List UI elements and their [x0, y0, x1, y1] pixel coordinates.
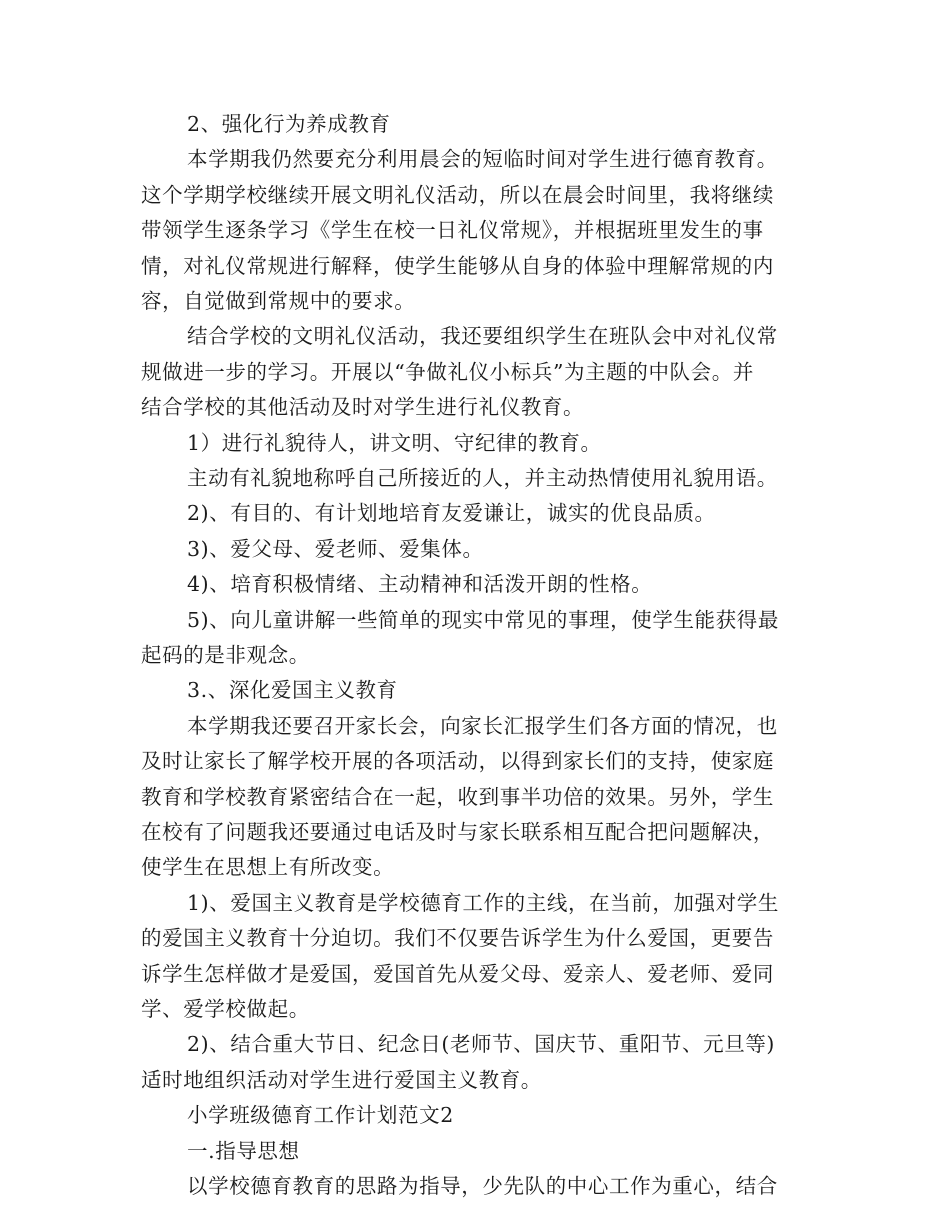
paragraph-line: 的爱国主义教育十分迫切。我们不仅要告诉学生为什么爱国，更要告	[141, 926, 774, 950]
paragraph-line: 这个学期学校继续开展文明礼仪活动，所以在晨会时间里，我将继续	[141, 183, 774, 207]
paragraph-line: 及时让家长了解学校开展的各项活动，以得到家长们的支持，使家庭	[141, 749, 774, 773]
section-heading: 一.指导思想	[187, 1139, 300, 1163]
list-item: 1）进行礼貌待人，讲文明、守纪律的教育。	[187, 431, 602, 455]
paragraph-line: 带领学生逐条学习《学生在校一日礼仪常规》，并根据班里发生的事	[141, 218, 764, 242]
paragraph-line: 适时地组织活动对学生进行爱国主义教育。	[141, 1068, 542, 1092]
paragraph-line: 结合学校的其他活动及时对学生进行礼仪教育。	[141, 395, 585, 419]
section-heading: 2、强化行为养成教育	[187, 112, 391, 136]
paragraph-line: 容，自觉做到常规中的要求。	[141, 289, 416, 313]
paragraph-line: 本学期我仍然要充分利用晨会的短临时间对学生进行德育教育。	[187, 147, 778, 171]
paragraph-line: 结合学校的文明礼仪活动，我还要组织学生在班队会中对礼仪常	[187, 324, 778, 348]
paragraph-line: 主动有礼貌地称呼自己所接近的人，并主动热情使用礼貌用语。	[187, 466, 778, 490]
paragraph-line: 情，对礼仪常规进行解释，使学生能够从自身的体验中理解常规的内	[141, 254, 774, 278]
paragraph-line: 在校有了问题我还要通过电话及时与家长联系相互配合把问题解决，	[141, 820, 774, 844]
list-item: 3)、爱父母、爱老师、爱集体。	[187, 537, 484, 561]
section-heading: 小学班级德育工作计划范文2	[187, 1103, 454, 1127]
list-item: 2)、有目的、有计划地培育友爱谦让，诚实的优良品质。	[187, 501, 716, 525]
list-item: 4)、培育积极情绪、主动精神和活泼开朗的性格。	[187, 572, 653, 596]
paragraph-line: 规做进一步的学习。开展以“争做礼仪小标兵”为主题的中队会。并	[141, 360, 754, 384]
paragraph-line: 使学生在思想上有所改变。	[141, 855, 395, 879]
paragraph-line: 教育和学校教育紧密结合在一起，收到事半功倍的效果。另外，学生	[141, 785, 774, 809]
paragraph-line: 本学期我还要召开家长会，向家长汇报学生们各方面的情况，也	[187, 714, 778, 738]
list-item: 2)、结合重大节日、纪念日(老师节、国庆节、重阳节、元旦等)	[187, 1032, 776, 1056]
paragraph-line: 诉学生怎样做才是爱国，爱国首先从爱父母、爱亲人、爱老师、爱同	[141, 962, 774, 986]
list-item: 1)、爱国主义教育是学校德育工作的主线，在当前，加强对学生	[187, 891, 779, 915]
paragraph-line: 学、爱学校做起。	[141, 997, 310, 1021]
section-heading: 3.、深化爱国主义教育	[187, 678, 398, 702]
paragraph-line: 以学校德育教育的思路为指导，少先队的中心工作为重心，结合	[187, 1174, 778, 1198]
list-item: 5)、向儿童讲解一些简单的现实中常见的事理，使学生能获得最	[187, 608, 779, 632]
paragraph-line: 起码的是非观念。	[141, 643, 310, 667]
